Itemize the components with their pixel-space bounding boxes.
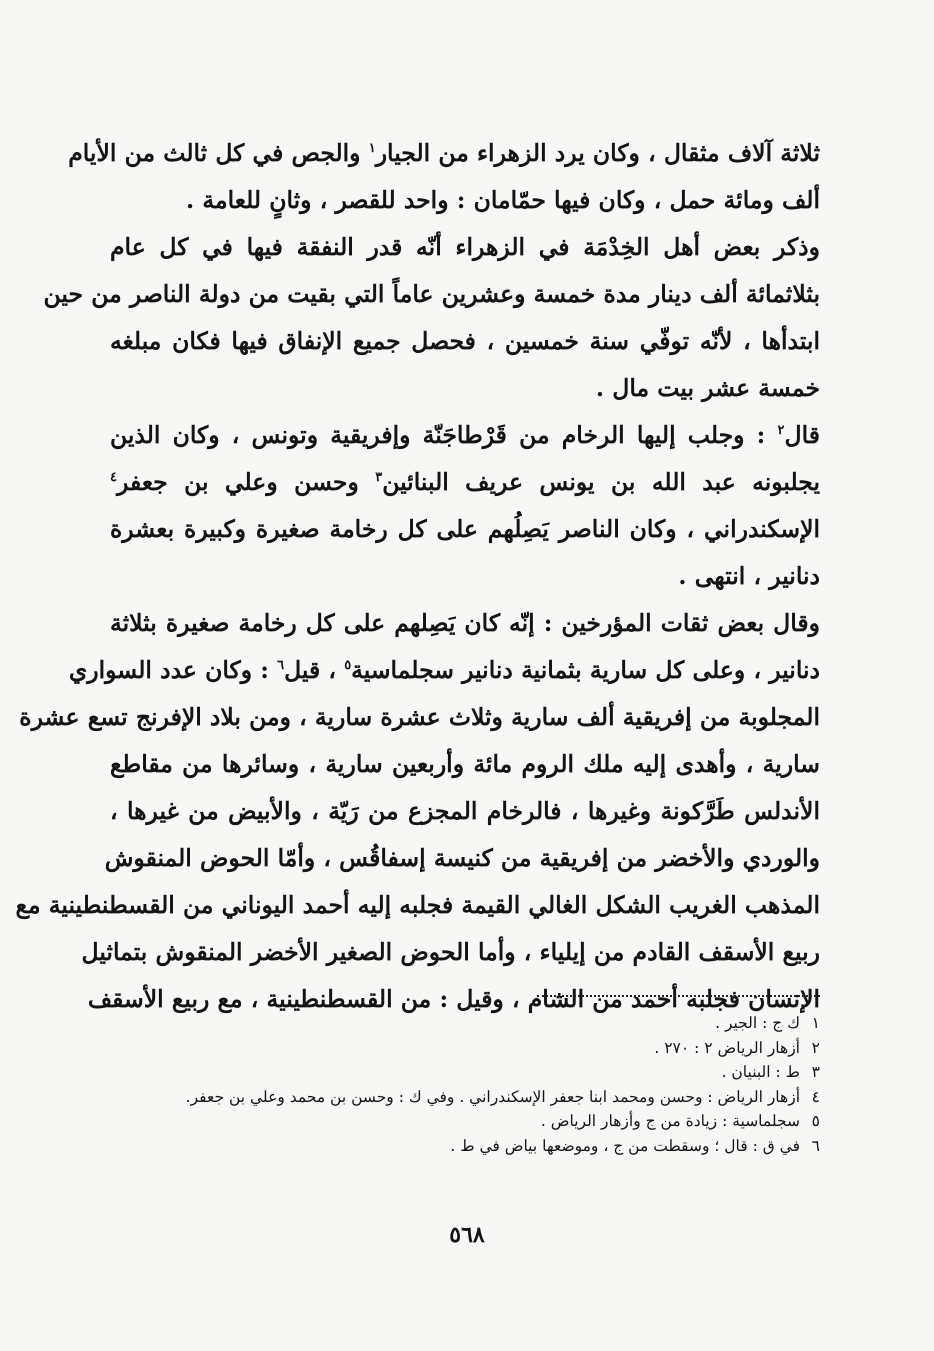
footnote-text: في ق : قال ؛ وسقطت من ج ، وموضعها بياض في ط . — [450, 1136, 800, 1155]
main-text — [15, 130, 821, 1023]
text-line — [15, 882, 820, 929]
footnote — [110, 1011, 820, 1036]
footnote-number: ٥ — [811, 1112, 820, 1131]
text-segment: وقال بعض ثقات المؤرخين : إنّه كان يَصِلهم على كل رخامة صغيرة بثلاثة — [110, 609, 820, 637]
footnote-number: ٦ — [811, 1136, 820, 1155]
text-segment: : وكان عدد السواري — [68, 656, 278, 684]
footnote-marker: ٤ — [110, 470, 117, 486]
text-line — [110, 788, 820, 835]
text-line — [104, 835, 820, 882]
text-line — [110, 459, 820, 506]
footnote — [110, 1036, 820, 1061]
text-segment: الإسكندراني ، وكان الناصر يَصِلُهم على كل رخامة صغيرة وكبيرة بعشرة — [110, 515, 820, 543]
text-segment: المجلوبة من إفريقية ألف سارية وثلاث عشرة سارية ، ومن بلاد الإفرنج تسع عشرة — [19, 703, 820, 731]
text-segment: وحسن وعلي بن جعفر — [116, 468, 376, 496]
text-segment: الإنسان فجلبه أحمد من الشام ، وقيل : من القسطنطينية ، مع ربيع الأسقف — [87, 985, 820, 1013]
text-segment: خمسة عشر بيت مال . — [595, 374, 820, 402]
text-segment: : وجلب إليها الرخام من قَرْطاجَنّة وإفريقية وتونس ، وكان الذين — [110, 421, 778, 449]
text-line — [68, 130, 820, 177]
footnote — [110, 1134, 820, 1159]
footnote — [110, 1060, 820, 1085]
footnote-text: أزهار الرياض : وحسن ومحمد ابنا جعفر الإسكندراني . وفي ك : وحسن بن محمد وعلي بن جعفر. — [185, 1087, 800, 1106]
text-segment: ربيع الأسقف القادم من إيلياء ، وأما الحوض الصغير الأخضر المنقوش بتماثيل — [81, 938, 820, 966]
footnote-marker: ٢ — [777, 423, 785, 439]
text-line — [110, 412, 820, 459]
text-line — [110, 600, 820, 647]
text-segment: بثلاثمائة ألف دينار مدة خمسة وعشرين عاماً التي بقيت من دولة الناصر من حين — [43, 280, 820, 308]
footnote-number: ٢ — [811, 1038, 820, 1057]
text-segment: سارية ، وأهدى إليه ملك الروم مائة وأربعين سارية ، وسائرها من مقاطع — [110, 750, 820, 778]
page-number: ٥٦٨ — [449, 1222, 485, 1248]
footnote-text: سجلماسية : زيادة من ج وأزهار الرياض . — [540, 1112, 800, 1131]
footnote-separator — [537, 995, 820, 997]
text-line — [110, 553, 820, 600]
footnote-number: ١ — [811, 1014, 820, 1032]
text-segment: دنانير ، انتهى . — [678, 562, 820, 590]
footnote-marker: ٥ — [344, 658, 352, 674]
text-segment: وذكر بعض أهل الخِدْمَة في الزهراء أنّه قدر النفقة فيها في كل عام — [110, 233, 820, 261]
footnote-marker: ٣ — [375, 470, 383, 486]
text-segment: ابتدأها ، لأنّه توفّي سنة خمسين ، فحصل جميع الإنفاق فيها فكان مبلغه — [110, 327, 820, 355]
text-line — [19, 694, 820, 741]
footnote-text: أزهار الرياض ٢ : ٢٧٠ . — [654, 1038, 800, 1057]
text-line — [43, 271, 820, 318]
text-segment: ألف ومائة حمل ، وكان فيها حمّامان : واحد للقصر ، وثانٍ للعامة . — [186, 186, 820, 214]
text-line — [68, 647, 820, 694]
footnote-number: ٣ — [811, 1063, 820, 1082]
text-line — [110, 506, 820, 553]
text-segment: قال — [784, 421, 820, 449]
text-line — [81, 929, 820, 976]
footnote-marker: ١ — [368, 141, 376, 157]
text-segment: ، قيل — [284, 656, 345, 684]
text-segment: الأندلس طَرَّكونة وغيرها ، فالرخام المجزع من رَيّة ، والأبيض من غيرها ، — [110, 797, 820, 825]
footnote-text: ط : البنيان . — [721, 1063, 800, 1082]
text-line — [110, 365, 820, 412]
text-line — [110, 224, 820, 271]
text-segment: والجص في كل ثالث من الأيام — [68, 139, 369, 167]
text-segment: يجلبونه عبد الله بن يونس عريف البنائين — [382, 468, 821, 496]
footnote-text: ك ج : الجير . — [715, 1014, 800, 1032]
footnote — [110, 1085, 820, 1110]
footnotes — [110, 1011, 820, 1159]
footnote — [110, 1109, 820, 1134]
text-line — [110, 741, 820, 788]
text-segment: ثلاثة آلاف مثقال ، وكان يرد الزهراء من الجيار — [375, 139, 820, 167]
text-line — [110, 177, 820, 224]
text-segment: والوردي والأخضر من إفريقية من كنيسة إسفاقُس ، وأمّا الحوض المنقوش — [104, 844, 820, 872]
footnote-marker: ٦ — [277, 658, 285, 674]
text-line — [110, 318, 820, 365]
text-segment: دنانير ، وعلى كل سارية بثمانية دنانير سجلماسية — [351, 656, 820, 684]
footnote-number: ٤ — [811, 1087, 820, 1106]
text-segment: المذهب الغريب الشكل الغالي القيمة فجلبه إليه أحمد اليوناني من القسطنطينية مع — [15, 891, 820, 919]
